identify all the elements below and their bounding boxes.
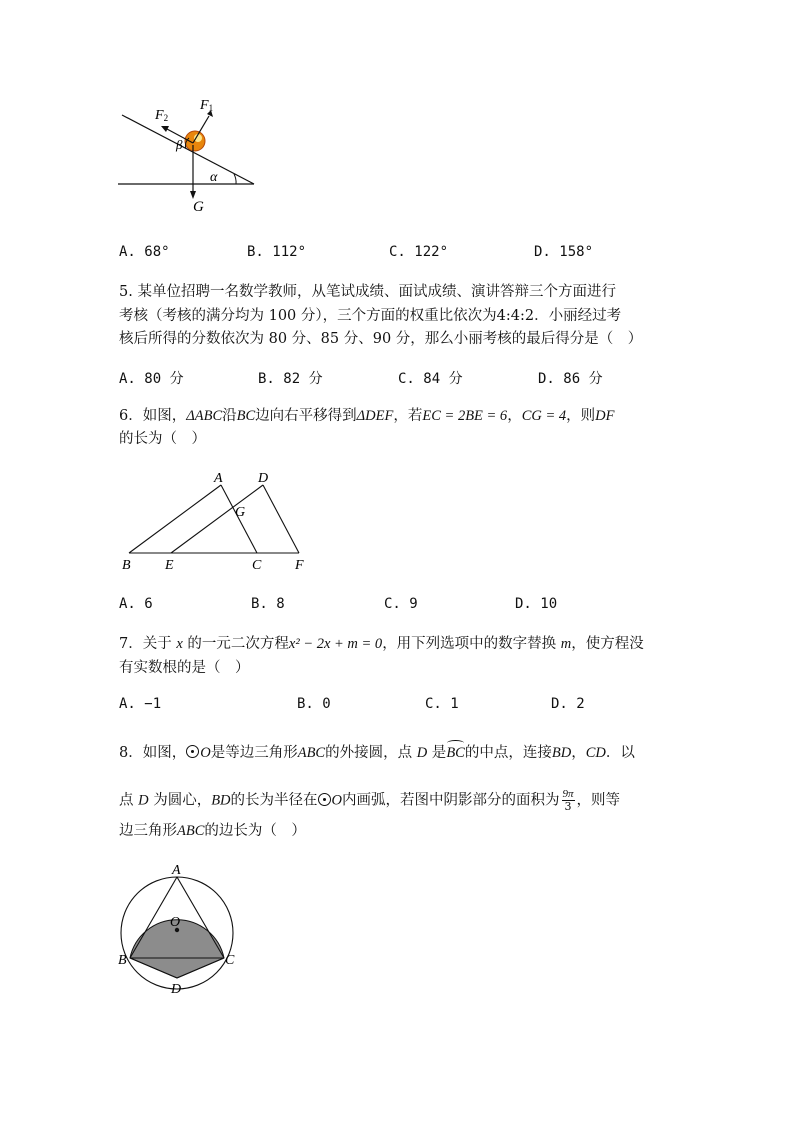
q5-option-b[interactable]: B. 82 分 [258, 371, 323, 387]
label-d: D [258, 471, 269, 486]
label-beta: β [176, 137, 183, 152]
q5-line-3: 核后所得的分数依次为 80 分、85 分、90 分，那么小丽考核的最后得分是（ ） [119, 331, 643, 347]
label-a: A [172, 863, 181, 878]
q7-option-d[interactable]: D. 2 [551, 696, 585, 712]
q5-option-c[interactable]: C. 84 分 [398, 371, 463, 387]
segment-ab [129, 485, 221, 553]
label-g: G [235, 505, 246, 520]
alpha-arc [234, 174, 236, 184]
q7-line-1: 7．关于 x 的一元二次方程x² − 2x + m = 0，用下列选项中的数字替换 m，使方程没 [119, 636, 644, 652]
q5-options [119, 368, 679, 388]
label-e: E [165, 558, 174, 573]
label-alpha: α [210, 170, 218, 185]
gravity-arrowhead [190, 191, 196, 199]
q4-option-a[interactable]: A. 68° [119, 244, 170, 260]
q4-option-d[interactable]: D. 158° [534, 244, 594, 260]
q8-line-1: 8．如图， O是等边三角形ABC的外接圆，点 D 是BC的中点，连接BD，CD．以 [119, 745, 635, 761]
q6-line-2: 的长为（ ） [119, 431, 206, 447]
label-d: D [171, 982, 182, 997]
q7-option-a[interactable]: A. −1 [119, 696, 162, 712]
q4-options [119, 244, 679, 264]
fraction-9pi-over-3: $\frac{9\pi}{3}$ [562, 788, 574, 813]
translation-diagram [115, 465, 325, 580]
q6-line-1: 6．如图，ΔABC沿BC边向右平移得到ΔDEF，若EC = 2BE = 6，CG = 4，则DF [119, 408, 615, 424]
q5-option-a[interactable]: A. 80 分 [119, 371, 184, 387]
label-o: O [170, 915, 181, 930]
q7-options [119, 696, 679, 716]
label-a: A [214, 471, 223, 486]
q8-line-3: 边三角形ABC的边长为（ ） [119, 823, 306, 839]
q5-option-d[interactable]: D. 86 分 [538, 371, 603, 387]
q6-option-b[interactable]: B. 8 [251, 596, 285, 612]
circle-symbol [186, 745, 199, 758]
q6-option-a[interactable]: A. 6 [119, 596, 153, 612]
label-c: C [252, 558, 262, 573]
segment-df [263, 485, 299, 553]
q7-option-c[interactable]: C. 1 [425, 696, 459, 712]
q8-line-2: 点 D 为圆心，BD的长为半径在 O内画弧，若图中阴影部分的面积为 $\frac{9\pi}{3}$ ，则等 [119, 788, 621, 813]
circle-symbol [318, 793, 331, 806]
ball [185, 131, 205, 151]
label-c: C [225, 953, 235, 968]
q4-option-c[interactable]: C. 122° [389, 244, 449, 260]
incline-line [122, 115, 254, 184]
q4-option-b[interactable]: B. 112° [247, 244, 307, 260]
q5-line-2: 考核（考核的满分均为 100 分），三个方面的权重比依次为4:4:2．小丽经过考 [119, 308, 622, 324]
q6-options [119, 596, 679, 616]
label-f: F [295, 558, 304, 573]
q7-option-b[interactable]: B. 0 [297, 696, 331, 712]
label-g: G [193, 199, 204, 215]
arc-bc: BC [446, 745, 465, 761]
segment-de [171, 485, 263, 553]
label-b: B [118, 953, 127, 968]
label-b: B [122, 558, 131, 573]
label-f2: F2 [155, 108, 169, 123]
force-diagram [110, 95, 270, 220]
label-f1: F1 [200, 98, 214, 113]
q5-line-1: 5. 某单位招聘一名数学教师，从笔试成绩、面试成绩、演讲答辩三个方面进行 [119, 284, 616, 300]
q6-option-c[interactable]: C. 9 [384, 596, 418, 612]
circle-triangle-diagram [110, 860, 250, 1000]
q6-option-d[interactable]: D. 10 [515, 596, 558, 612]
q7-line-2: 有实数根的是（ ） [119, 660, 250, 676]
